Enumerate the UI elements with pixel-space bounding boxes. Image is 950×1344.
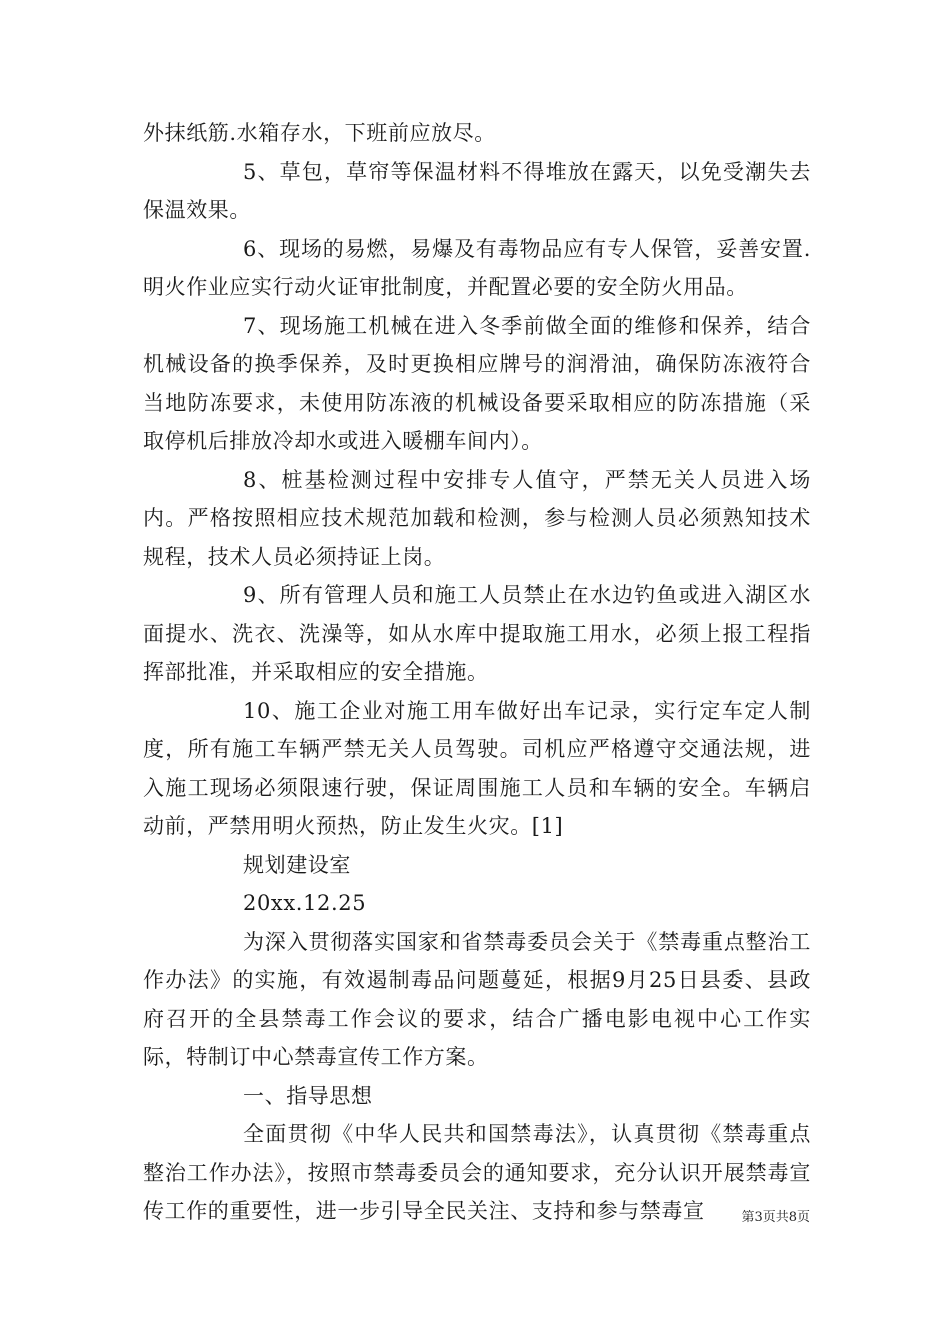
paragraph-intro: 为深入贯彻落实国家和省禁毒委员会关于《禁毒重点整治工作办法》的实施，有效遏制毒品问题蔓延，根据9月25日县委、县政府召开的全县禁毒工作会议的要求，结合广播电影电视中心工作实际，特制订中心禁毒宣传工作方案。 (143, 929, 811, 1069)
document-body (143, 114, 811, 1231)
paragraph-item-7: 7、现场施工机械在进入冬季前做全面的维修和保养，结合机械设备的换季保养，及时更换相应牌号的润滑油，确保防冻液符合当地防冻要求，未使用防冻液的机械设备要采取相应的防冻措施（采取停机后排放冷却水或进入暖棚车间内）。 (143, 313, 811, 453)
paragraph-item-5: 5、草包，草帘等保温材料不得堆放在露天，以免受潮失去保温效果。 (143, 159, 811, 222)
paragraph-continuation: 外抹纸筋.水箱存水，下班前应放尽。 (143, 121, 496, 145)
paragraph-item-10: 10、施工企业对施工用车做好出车记录，实行定车定人制度，所有施工车辆严禁无关人员驾驶。司机应严格遵守交通法规，进入施工现场必须限速行驶，保证周围施工人员和车辆的安全。车辆启动前，严禁用明火预热，防止发生火灾。[1] (143, 698, 811, 838)
paragraph-item-6: 6、现场的易燃，易爆及有毒物品应有专人保管，妥善安置.明火作业应实行动火证审批制度，并配置必要的安全防火用品。 (143, 236, 811, 299)
paragraph-guiding-thought: 全面贯彻《中华人民共和国禁毒法》，认真贯彻《禁毒重点整治工作办法》，按照市禁毒委员会的通知要求，充分认识开展禁毒宣传工作的重要性，进一步引导全民关注、支持和参与禁毒宣 (143, 1122, 811, 1223)
signature-department: 规划建设室 (243, 852, 351, 877)
paragraph-item-9: 9、所有管理人员和施工人员禁止在水边钓鱼或进入湖区水面提水、洗衣、洗澡等，如从水库中提取施工用水，必须上报工程指挥部批准，并采取相应的安全措施。 (143, 583, 811, 684)
signature-date: 20xx.12.25 (243, 891, 367, 915)
section-heading-guiding-thought: 一、指导思想 (243, 1083, 373, 1108)
page-number: 第3页共8页 (741, 1210, 810, 1225)
paragraph-item-8: 8、桩基检测过程中安排专人值守，严禁无关人员进入场内。严格按照相应技术规范加载和检测，参与检测人员必须熟知技术规程，技术人员必须持证上岗。 (143, 467, 811, 569)
